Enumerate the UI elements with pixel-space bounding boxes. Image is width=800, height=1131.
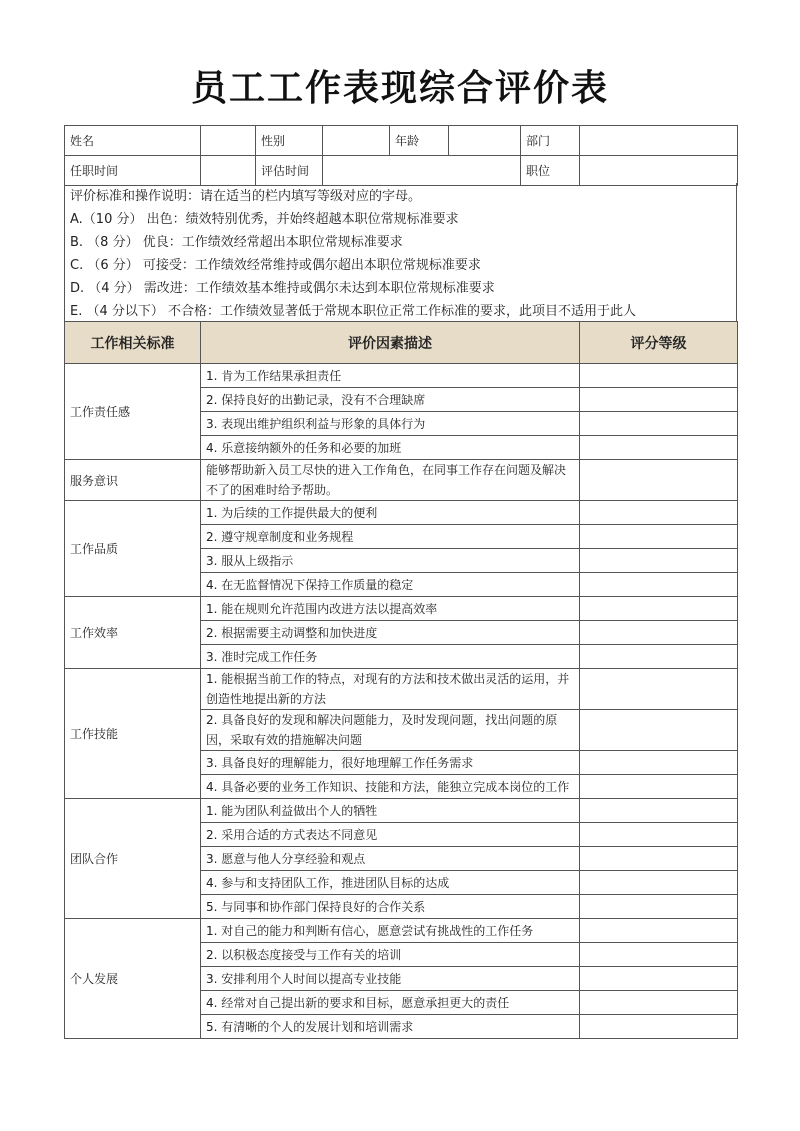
gender-field[interactable] xyxy=(323,126,390,156)
age-field[interactable] xyxy=(449,126,521,156)
criterion-description: 1. 为后续的工作提供最大的便利 xyxy=(201,501,580,525)
criterion-description: 2. 根据需要主动调整和加快进度 xyxy=(201,621,580,645)
grade-input-cell[interactable] xyxy=(580,412,738,436)
category-label: 工作效率 xyxy=(65,597,201,669)
criterion-description: 3. 准时完成工作任务 xyxy=(201,645,580,669)
criterion-description: 3. 具备良好的理解能力，很好地理解工作任务需求 xyxy=(201,751,580,775)
table-row xyxy=(65,597,738,621)
criterion-description: 1. 能为团队利益做出个人的牺牲 xyxy=(201,799,580,823)
criterion-description: 2. 具备良好的发现和解决问题能力，及时发现问题，找出问题的原因，采取有效的措施解决问题 xyxy=(201,710,580,751)
department-field[interactable] xyxy=(580,126,738,156)
department-label: 部门 xyxy=(521,126,580,156)
age-label: 年龄 xyxy=(390,126,449,156)
table-row xyxy=(65,460,738,501)
criterion-description: 3. 表现出维护组织利益与形象的具体行为 xyxy=(201,412,580,436)
grade-input-cell[interactable] xyxy=(580,388,738,412)
grade-input-cell[interactable] xyxy=(580,501,738,525)
evaluation-body xyxy=(65,364,738,1039)
grade-a-line: A.（10 分） 出色：绩效特别优秀，并始终超越本职位常规标准要求 xyxy=(70,212,459,227)
evaluation-table xyxy=(64,321,738,1039)
grade-e-line: E. （4 分以下） 不合格：工作绩效显著低于常规本职位正常工作标准的要求，此项目不适用于此人 xyxy=(70,304,637,319)
category-label: 工作技能 xyxy=(65,669,201,799)
grade-input-cell[interactable] xyxy=(580,823,738,847)
grade-input-cell[interactable] xyxy=(580,597,738,621)
criterion-description: 4. 经常对自己提出新的要求和目标，愿意承担更大的责任 xyxy=(201,991,580,1015)
name-field[interactable] xyxy=(201,126,256,156)
grade-input-cell[interactable] xyxy=(580,919,738,943)
evaluation-time-label: 评估时间 xyxy=(256,156,323,186)
criterion-description: 4. 参与和支持团队工作，推进团队目标的达成 xyxy=(201,871,580,895)
grade-input-cell[interactable] xyxy=(580,847,738,871)
grade-input-cell[interactable] xyxy=(580,710,738,751)
criterion-description: 4. 具备必要的业务工作知识、技能和方法，能独立完成本岗位的工作 xyxy=(201,775,580,799)
criterion-description: 1. 对自己的能力和判断有信心，愿意尝试有挑战性的工作任务 xyxy=(201,919,580,943)
instructions-block xyxy=(64,183,737,321)
position-field[interactable] xyxy=(580,156,738,186)
grade-input-cell[interactable] xyxy=(580,871,738,895)
criterion-description: 能够帮助新入员工尽快的进入工作角色，在同事工作存在问题及解决不了的困难时给予帮助。 xyxy=(201,460,580,501)
grade-input-cell[interactable] xyxy=(580,525,738,549)
grade-c-line: C. （6 分） 可接受：工作绩效经常维持或偶尔超出本职位常规标准要求 xyxy=(70,258,481,273)
grade-input-cell[interactable] xyxy=(580,991,738,1015)
criterion-description: 3. 服从上级指示 xyxy=(201,549,580,573)
employee-info-table xyxy=(64,125,738,186)
table-row xyxy=(65,919,738,943)
page-title: 员工工作表现综合评价表 xyxy=(190,68,609,109)
tenure-field[interactable] xyxy=(201,156,256,186)
header-description: 评价因素描述 xyxy=(201,322,580,364)
grade-input-cell[interactable] xyxy=(580,645,738,669)
grade-b-line: B. （8 分） 优良：工作绩效经常超出本职位常规标准要求 xyxy=(70,235,403,250)
criterion-description: 2. 采用合适的方式表达不同意见 xyxy=(201,823,580,847)
category-label: 个人发展 xyxy=(65,919,201,1039)
criterion-description: 2. 以积极态度接受与工作有关的培训 xyxy=(201,943,580,967)
criterion-description: 4. 乐意接纳额外的任务和必要的加班 xyxy=(201,436,580,460)
criterion-description: 1. 肯为工作结果承担责任 xyxy=(201,364,580,388)
category-label: 工作责任感 xyxy=(65,364,201,460)
criterion-description: 3. 愿意与他人分享经验和观点 xyxy=(201,847,580,871)
grade-input-cell[interactable] xyxy=(580,799,738,823)
evaluation-time-field[interactable] xyxy=(323,156,521,186)
grade-input-cell[interactable] xyxy=(580,669,738,710)
criterion-description: 5. 与同事和协作部门保持良好的合作关系 xyxy=(201,895,580,919)
grade-input-cell[interactable] xyxy=(580,967,738,991)
criterion-description: 2. 遵守规章制度和业务规程 xyxy=(201,525,580,549)
grade-input-cell[interactable] xyxy=(580,1015,738,1039)
grade-d-line: D. （4 分） 需改进：工作绩效基本维持或偶尔未达到本职位常规标准要求 xyxy=(70,281,495,296)
position-label: 职位 xyxy=(521,156,580,186)
category-label: 服务意识 xyxy=(65,460,201,501)
name-label: 姓名 xyxy=(65,126,201,156)
criterion-description: 3. 安排利用个人时间以提高专业技能 xyxy=(201,967,580,991)
table-row xyxy=(65,501,738,525)
category-label: 团队合作 xyxy=(65,799,201,919)
grade-input-cell[interactable] xyxy=(580,573,738,597)
table-row xyxy=(65,799,738,823)
grade-input-cell[interactable] xyxy=(580,895,738,919)
criterion-description: 4. 在无监督情况下保持工作质量的稳定 xyxy=(201,573,580,597)
header-standard: 工作相关标准 xyxy=(65,322,201,364)
grade-input-cell[interactable] xyxy=(580,775,738,799)
grade-input-cell[interactable] xyxy=(580,943,738,967)
instructions-line: 评价标准和操作说明：请在适当的栏内填写等级对应的字母。 xyxy=(70,189,422,204)
table-row xyxy=(65,364,738,388)
tenure-label: 任职时间 xyxy=(65,156,201,186)
gender-label: 性别 xyxy=(256,126,323,156)
grade-input-cell[interactable] xyxy=(580,436,738,460)
category-label: 工作品质 xyxy=(65,501,201,597)
criterion-description: 1. 能在规则允许范围内改进方法以提高效率 xyxy=(201,597,580,621)
grade-input-cell[interactable] xyxy=(580,751,738,775)
criterion-description: 2. 保持良好的出勤记录，没有不合理缺席 xyxy=(201,388,580,412)
criterion-description: 1. 能根据当前工作的特点，对现有的方法和技术做出灵活的运用，并创造性地提出新的方法 xyxy=(201,669,580,710)
grade-input-cell[interactable] xyxy=(580,460,738,501)
grade-input-cell[interactable] xyxy=(580,621,738,645)
criterion-description: 5. 有清晰的个人的发展计划和培训需求 xyxy=(201,1015,580,1039)
grade-input-cell[interactable] xyxy=(580,364,738,388)
header-grade: 评分等级 xyxy=(580,322,738,364)
grade-input-cell[interactable] xyxy=(580,549,738,573)
table-row xyxy=(65,669,738,710)
